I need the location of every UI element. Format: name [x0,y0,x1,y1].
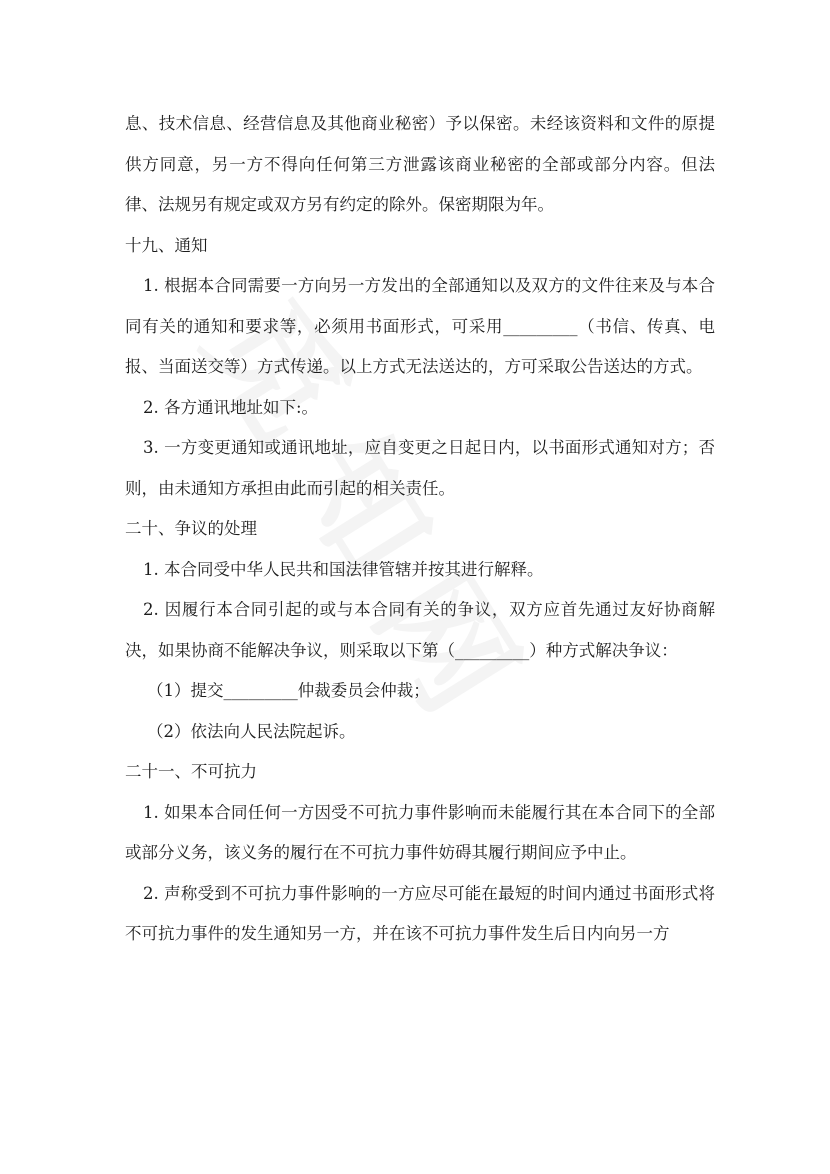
clause-notice-1: 1. 根据本合同需要一方向另一方发出的全部通知以及双方的文件往来及与本合同有关的通知和要求等，必须用书面形式，可采用_________（书信、传真、电报、当面送交等）方式传递。以上方式无法送达的，方可采取公告送达的方式。 [125,276,715,376]
clause-dispute-option-2: （2）依法向人民法院起诉。 [147,721,356,741]
section-heading-dispute: 二十、争议的处理 [125,519,257,538]
section-heading-force-majeure: 二十一、不可抗力 [125,762,257,781]
clause-dispute-1: 1. 本合同受中华人民共和国法律管辖并按其进行解释。 [143,559,544,579]
clause-notice-2: 2. 各方通讯地址如下:。 [143,397,319,417]
clause-dispute-2: 2. 因履行本合同引起的或与本合同有关的争议，双方应首先通过友好协商解决，如果协商不能解决争议，则采取以下第（_________）种方式解决争议： [125,600,715,660]
document-body [125,104,715,955]
clause-force-majeure-2: 2. 声称受到不可抗力事件影响的一方应尽可能在最短的时间内通过书面形式将不可抗力事件的发生通知另一方，并在该不可抗力事件发生后日内向另一方 [125,883,715,943]
section-heading-notice: 十九、通知 [125,235,208,255]
paragraph-confidentiality-cont: 息、技术信息、经营信息及其他商业秘密）予以保密。未经该资料和文件的原提供方同意，另一方不得向任何第三方泄露该商业秘密的全部或部分内容。但法律、法规另有规定或双方另有约定的除外。保密期限为年。 [125,114,715,214]
clause-notice-3: 3. 一方变更通知或通讯地址，应自变更之日起日内，以书面形式通知对方；否则，由未通知方承担由此而引起的相关责任。 [125,438,715,498]
clause-force-majeure-1: 1. 如果本合同任何一方因受不可抗力事件影响而未能履行其在本合同下的全部或部分义务，该义务的履行在不可抗力事件妨碍其履行期间应予中止。 [125,802,715,862]
clause-dispute-option-1: （1）提交_________仲裁委员会仲裁； [147,681,430,700]
